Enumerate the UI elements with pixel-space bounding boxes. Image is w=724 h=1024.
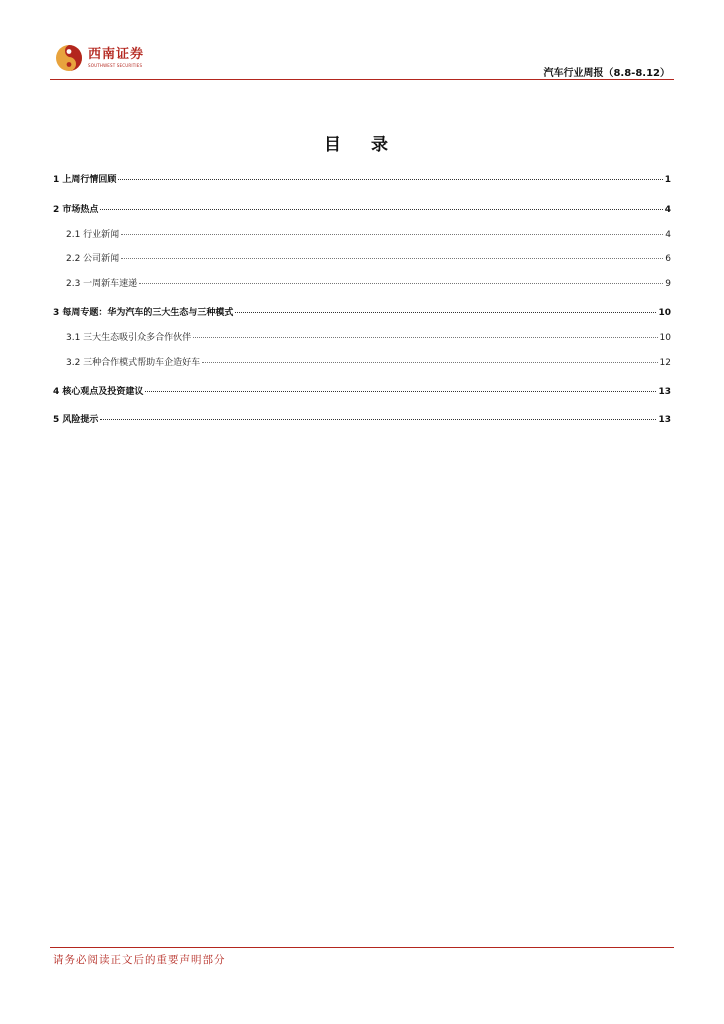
toc-entry-label: 3.1 三大生态吸引众多合作伙伴 — [66, 333, 192, 343]
toc-entry[interactable] — [53, 355, 671, 369]
toc-leader-dots — [193, 337, 657, 338]
footer-divider — [50, 947, 674, 948]
toc-entry-label: 2.2 公司新闻 — [66, 254, 120, 264]
toc-entry[interactable] — [53, 172, 671, 186]
toc-entry[interactable] — [53, 305, 671, 319]
logo-english-name: SOUTHWEST SECURITIES — [88, 63, 143, 68]
logo-wordmark — [88, 48, 144, 68]
toc-entry-label: 2.3 一周新车速递 — [66, 279, 138, 289]
company-logo — [54, 42, 144, 74]
toc-leader-dots — [202, 362, 657, 363]
toc-leader-dots — [121, 234, 663, 235]
toc-entry-label: 1 上周行情回顾 — [53, 175, 117, 185]
toc-entry-page: 4 — [665, 230, 671, 240]
toc-entry[interactable] — [53, 251, 671, 265]
toc-heading: 目 录 — [324, 135, 400, 155]
toc-entry[interactable] — [53, 330, 671, 344]
toc-entry[interactable] — [53, 384, 671, 398]
logo-chinese-name: 西南证券 — [88, 47, 145, 62]
southwest-securities-logo-icon — [54, 43, 84, 73]
toc-entry-page: 4 — [664, 205, 671, 215]
toc-leader-dots — [145, 391, 656, 392]
toc-entry-page: 10 — [659, 333, 671, 343]
toc-entry-label: 3.2 三种合作模式帮助车企造好车 — [66, 358, 201, 368]
toc-entry-label: 2 市场热点 — [53, 205, 99, 215]
toc-entry-page: 1 — [664, 175, 671, 185]
toc-leader-dots — [118, 179, 662, 180]
toc-leader-dots — [100, 209, 662, 210]
toc-entry[interactable] — [53, 202, 671, 216]
toc-leader-dots — [139, 283, 663, 284]
toc-entry-label: 2.1 行业新闻 — [66, 230, 120, 240]
toc-entry-page: 9 — [665, 279, 671, 289]
toc-leader-dots — [235, 312, 656, 313]
toc-entry[interactable] — [53, 276, 671, 290]
toc-entry[interactable] — [53, 227, 671, 241]
toc-entry[interactable] — [53, 412, 671, 426]
toc-entry-label: 4 核心观点及投资建议 — [53, 387, 144, 397]
footer-disclaimer: 请务必阅读正文后的重要声明部分 — [53, 954, 226, 966]
toc-entry-page: 13 — [658, 415, 671, 425]
toc-entry-page: 6 — [665, 254, 671, 264]
report-title: 汽车行业周报（8.8-8.12） — [543, 68, 670, 79]
header-divider — [50, 79, 674, 80]
toc-entry-label: 3 每周专题：华为汽车的三大生态与三种模式 — [53, 308, 234, 318]
toc-entry-page: 13 — [658, 387, 671, 397]
toc-entry-label: 5 风险提示 — [53, 415, 99, 425]
toc-entry-page: 10 — [658, 308, 671, 318]
toc-leader-dots — [100, 419, 656, 420]
toc-leader-dots — [121, 258, 663, 259]
toc-entry-page: 12 — [659, 358, 671, 368]
